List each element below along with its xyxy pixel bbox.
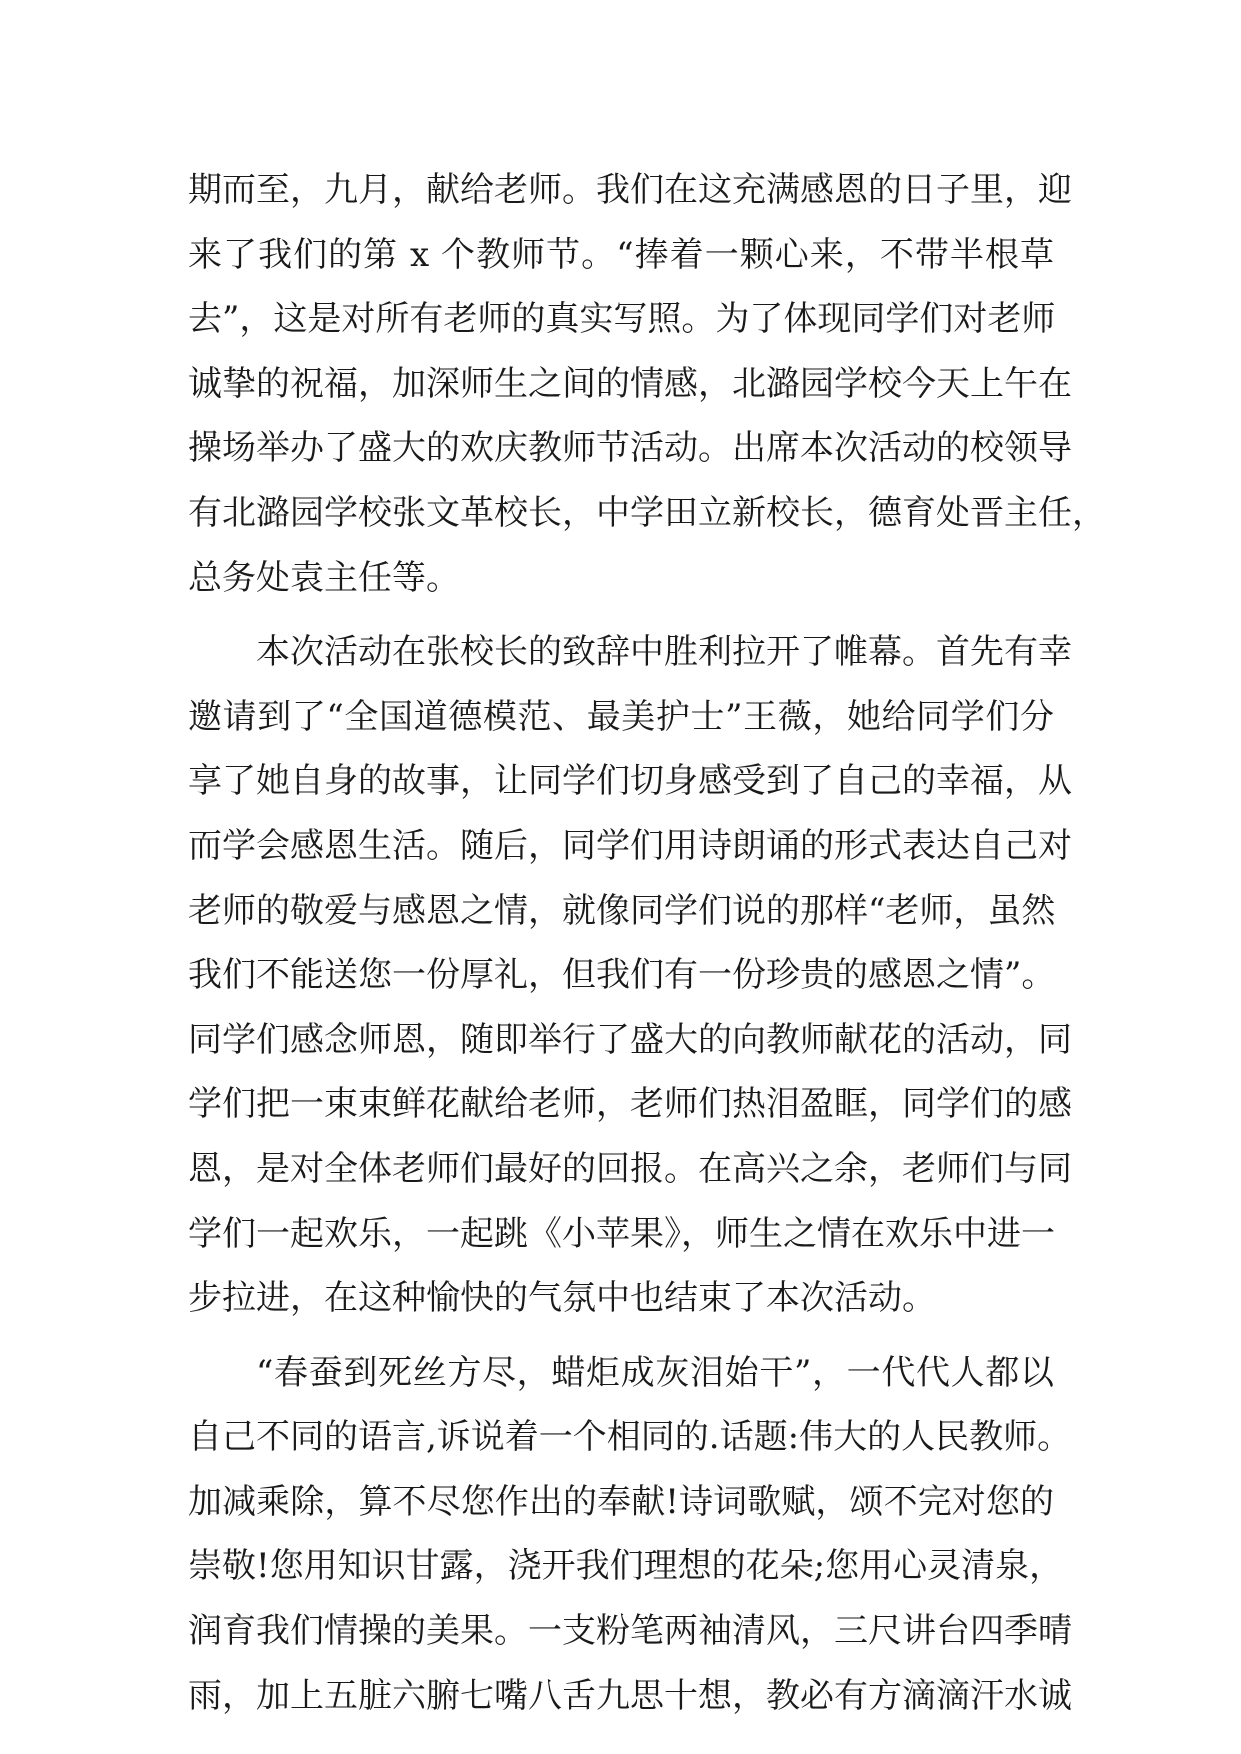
text-line: 恩，是对全体老师们最好的回报。在高兴之余，老师们与同 [188, 1148, 1072, 1189]
text-line: 自己不同的语言,诉说着一个相同的.话题:伟大的人民教师。 [188, 1417, 1072, 1458]
text-line: 学们把一束束鲜花献给老师，老师们热泪盈眶，同学们的感 [188, 1084, 1072, 1125]
text-line: 操场举办了盛大的欢庆教师节活动。出席本次活动的校领导 [188, 428, 1072, 469]
text-line: 本次活动在张校长的致辞中胜利拉开了帷幕。首先有幸 [256, 632, 1072, 673]
paragraph-1 [188, 158, 1106, 610]
text-line: 来了我们的第 x 个教师节。“捧着一颗心来，不带半根草 [188, 234, 1054, 275]
text-line: 总务处袁主任等。 [188, 557, 460, 598]
text-line: 期而至，九月，献给老师。我们在这充满感恩的日子里，迎 [188, 170, 1072, 210]
text-line: “春蚕到死丝方尽，蜡炬成灰泪始干”，一代代人都以 [256, 1352, 1054, 1393]
text-line: 我们不能送您一份厚礼，但我们有一份珍贵的感恩之情”。 [188, 955, 1056, 996]
text-line: 有北潞园学校张文革校长，中学田立新校长，德育处晋主任， [188, 492, 1106, 533]
text-line: 而学会感恩生活。随后，同学们用诗朗诵的形式表达自己对 [188, 825, 1072, 866]
paragraph-spacer [188, 610, 1054, 620]
text-line: 加减乘除，算不尽您作出的奉献!诗词歌赋，颂不完对您的 [188, 1481, 1054, 1522]
document-body [188, 158, 1106, 1728]
paragraph-3 [188, 1341, 1072, 1729]
text-line: 崇敬!您用知识甘露，浇开我们理想的花朵;您用心灵清泉， [188, 1546, 1064, 1587]
text-line: 享了她自身的故事，让同学们切身感受到了自己的幸福，从 [188, 761, 1072, 802]
text-line: 老师的敬爱与感恩之情，就像同学们说的那样“老师，虽然 [188, 890, 1056, 931]
text-line: 雨，加上五脏六腑七嘴八舌九思十想，教必有方滴滴汗水诚 [188, 1675, 1072, 1716]
text-line: 诚挚的祝福，加深师生之间的情感，北潞园学校今天上午在 [188, 363, 1072, 404]
text-line: 步拉进，在这种愉快的气氛中也结束了本次活动。 [188, 1278, 936, 1319]
text-line: 邀请到了“全国道德模范、最美护士”王薇，她给同学们分 [188, 696, 1054, 737]
text-line: 润育我们情操的美果。一支粉笔两袖清风，三尺讲台四季晴 [188, 1611, 1072, 1652]
text-line: 学们一起欢乐，一起跳《小苹果》，师生之情在欢乐中进一 [188, 1213, 1055, 1254]
text-line: 同学们感念师恩，随即举行了盛大的向教师献花的活动，同 [188, 1019, 1072, 1060]
paragraph-spacer [188, 1331, 1054, 1341]
paragraph-2 [188, 620, 1072, 1331]
text-line: 去”，这是对所有老师的真实写照。为了体现同学们对老师 [188, 299, 1056, 340]
